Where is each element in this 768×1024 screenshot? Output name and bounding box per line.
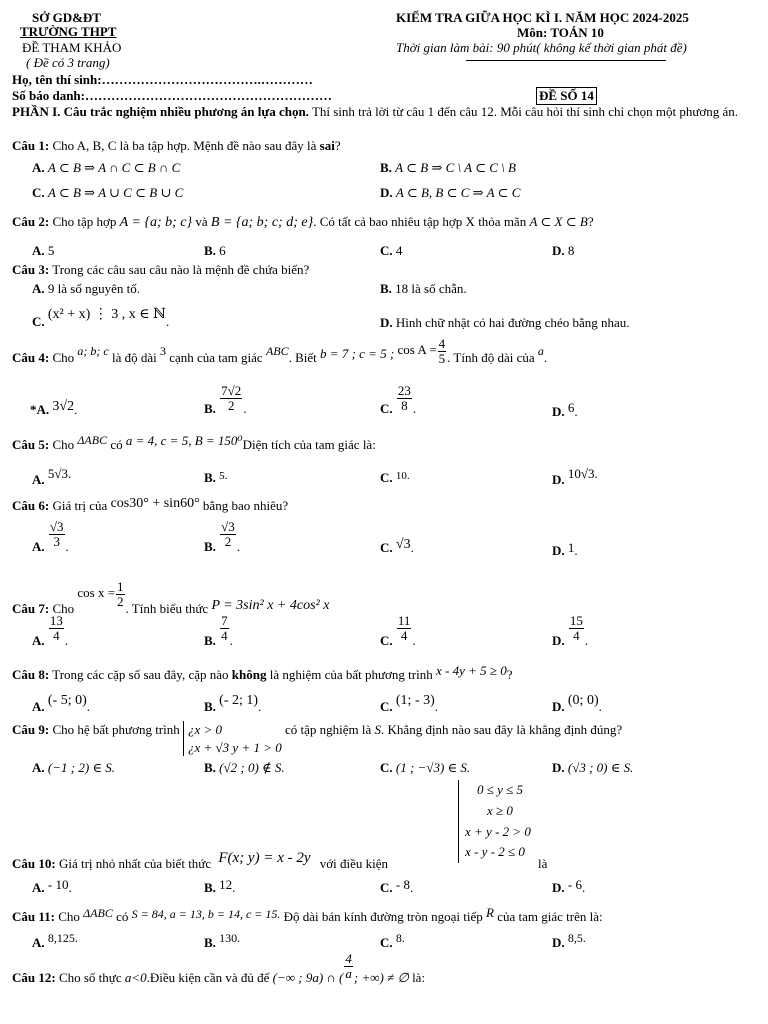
q10-c-text: - 8 xyxy=(395,877,410,892)
q8-option-c[interactable]: C. (1; - 3). xyxy=(380,693,439,714)
q1-a-text: A ⊂ B ⇒ A ∩ C ⊂ B ∩ C xyxy=(47,160,181,175)
q3-c-end: . xyxy=(165,314,170,329)
q8-d-text: (0; 0) xyxy=(567,693,599,708)
q1-c-text: A ⊂ B ⇒ A ∪ C ⊂ B ∪ C xyxy=(47,185,184,200)
q2-c-text: 4 xyxy=(395,243,403,258)
q5-option-d[interactable] xyxy=(552,466,598,487)
q10-text-1: Giá trị nhỏ nhất của biết thức xyxy=(58,856,212,871)
q1-option-d[interactable] xyxy=(380,185,520,201)
question-12 xyxy=(12,951,426,986)
q7-cos-lhs: cos x = xyxy=(77,585,116,601)
q9-d-text: (√3 ; 0) ∈ S. xyxy=(567,760,634,775)
q1-option-c[interactable] xyxy=(32,185,183,201)
q3-option-c[interactable] xyxy=(32,306,170,329)
q11-text-2: có xyxy=(116,909,129,924)
part1-heading xyxy=(12,104,764,119)
q6-d-text: 1 xyxy=(567,540,575,555)
q1-option-a[interactable] xyxy=(32,160,180,176)
q10-a-label: A. xyxy=(32,880,45,895)
q2-text-1: Cho tập hợp xyxy=(52,214,117,229)
q4-b-label: B. xyxy=(204,401,216,417)
q10-d-label: D. xyxy=(552,880,565,895)
q10-option-d[interactable]: D. - 6. xyxy=(552,877,586,895)
q6-a-fraction xyxy=(49,520,65,548)
q7-option-a[interactable]: A. $\frac{13}{4}$ . xyxy=(32,613,69,649)
q6-d-label: D. xyxy=(552,543,565,558)
q3-text: Trong các câu sau câu nào là mệnh đề chứa biến? xyxy=(52,262,310,277)
q10-cond-2: x ≥ 0 xyxy=(487,802,513,818)
q11-label: Câu 11: xyxy=(12,909,55,924)
q1-text: Cho A, B, C là ba tập hợp. Mệnh đề nào sau đây là xyxy=(52,138,317,153)
q8-emph: không xyxy=(231,667,267,682)
q8-d-label: D. xyxy=(552,699,565,714)
q11-c-text: 8. xyxy=(395,931,405,945)
q7-option-b[interactable]: B. $\frac{7}{4}$ . xyxy=(204,613,233,649)
q1-c-label: C. xyxy=(32,185,45,200)
q3-option-b[interactable] xyxy=(380,281,467,297)
q5-c-label: C. xyxy=(380,470,393,485)
q8-text-1: Trong các cặp số sau đây, cặp nào xyxy=(52,667,229,682)
q11-c-label: C. xyxy=(380,935,393,950)
q9-text-3: . Khẳng định nào sau đây là khẳng định đúng? xyxy=(381,721,623,737)
q4-text-2: là độ dài xyxy=(111,350,157,366)
q11-text-4: của tam giác trên là: xyxy=(497,909,603,924)
q7-option-c[interactable]: C. $\frac{11}{4}$ . xyxy=(380,613,416,649)
q10-cond-1: 0 ≤ y ≤ 5 xyxy=(477,782,524,797)
q11-radius: R xyxy=(486,905,494,920)
q11-d-text: 8,5. xyxy=(567,931,586,945)
q12-frac-num: 4 xyxy=(345,951,352,966)
q2-label: Câu 2: xyxy=(12,214,50,229)
q8-option-b[interactable]: B. (- 2; 1). xyxy=(204,693,262,714)
q5-text-3: Diện tích của tam giác là: xyxy=(242,437,376,452)
q4-b-fraction xyxy=(220,384,242,412)
q5-text-2: có xyxy=(110,437,123,452)
q10-a-text: - 10 xyxy=(47,877,69,892)
q11-triangle: ΔABC xyxy=(83,906,113,920)
q6-option-a[interactable]: A. $\frac{√3}{3}$ . xyxy=(32,519,69,555)
q9-c-text: (1 ; −√3) ∈ S. xyxy=(395,760,471,775)
question-6 xyxy=(12,498,288,515)
question-5 xyxy=(12,433,376,453)
q2-c-label: C. xyxy=(380,243,393,258)
q8-a-text: (- 5; 0) xyxy=(47,693,87,708)
q6-c-text: √3 xyxy=(395,537,411,552)
header-school: TRƯỜNG THPT xyxy=(20,24,117,39)
q2-d-text: 8 xyxy=(567,243,575,258)
q4-option-c[interactable]: C. $\frac{23}{8}$ . xyxy=(380,383,417,417)
q2-d-label: D. xyxy=(552,243,565,258)
q8-b-text: (- 2; 1) xyxy=(219,693,259,708)
q6-a-label: A. xyxy=(32,539,45,555)
q5-d-label: D. xyxy=(552,472,565,487)
q2-option-d[interactable] xyxy=(552,243,574,259)
q10-b-label: B. xyxy=(204,880,216,895)
q11-option-b[interactable] xyxy=(204,932,240,948)
q12-fraction xyxy=(344,952,353,980)
q4-c-fraction xyxy=(397,384,412,412)
q12-expr-pre: (−∞ ; 9a) ∩ ( xyxy=(272,970,344,986)
q4-text-5: . Tính độ dài của xyxy=(447,350,535,366)
header-department: SỞ GD&ĐT xyxy=(32,10,101,25)
q6-option-c[interactable]: C. √3. xyxy=(380,537,414,555)
question-9 xyxy=(12,721,622,756)
q4-b-den: 2 xyxy=(227,397,235,413)
q12-text-3: là: xyxy=(412,970,426,986)
q5-a-text: 5√3. xyxy=(47,466,72,481)
q3-option-d[interactable] xyxy=(380,315,630,331)
q7-c-label: C. xyxy=(380,633,393,649)
q9-sys-line-1: ¿x > 0 xyxy=(188,722,223,737)
q9-text-2: có tập nghiệm là xyxy=(285,721,372,737)
q9-option-a[interactable] xyxy=(32,760,115,776)
q2-option-c[interactable] xyxy=(380,243,402,259)
q9-set-s: S xyxy=(374,721,382,737)
q3-b-label: B. xyxy=(380,281,392,296)
q7-a-num: 13 xyxy=(49,613,63,628)
q7-cos-den: 2 xyxy=(117,593,124,609)
q6-option-b[interactable]: B. $\frac{√3}{2}$ . xyxy=(204,519,241,555)
q9-b-label: B. xyxy=(204,760,216,775)
q11-option-d[interactable] xyxy=(552,932,586,948)
q10-conditions xyxy=(458,780,531,863)
q3-d-text: Hình chữ nhật có hai đường chéo bằng nhau. xyxy=(395,315,630,330)
q4-d-label: D. xyxy=(552,404,565,419)
q11-text-1: Cho xyxy=(58,909,80,924)
q8-inequality: x - 4y + 5 ≥ 0 xyxy=(436,663,507,678)
q4-a-text: 3√2 xyxy=(52,399,75,414)
q8-c-text: (1; - 3) xyxy=(395,693,435,708)
q6-expr: cos30° + sin60° xyxy=(110,496,200,511)
q4-text-3: cạnh của tam giác xyxy=(169,350,263,366)
q3-a-label: A. xyxy=(32,281,45,296)
q10-expr: F(x; y) = x - 2y xyxy=(218,850,311,866)
exam-duration: Thời gian làm bài: 90 phút( không kể thời gian phát đề) xyxy=(396,40,687,55)
q6-a-num: √3 xyxy=(49,519,64,534)
q2-set-a: A = {a; b; c} xyxy=(119,215,193,230)
q2-b-text: 6 xyxy=(219,243,226,258)
q3-c-text: (x² + x) ⋮ 3 , x ∈ ℕ xyxy=(47,307,166,322)
q9-c-label: C. xyxy=(380,760,393,775)
q7-option-d[interactable]: D. $\frac{15}{4}$ . xyxy=(552,613,589,649)
q11-b-text: 130. xyxy=(219,931,241,945)
exam-code-box: ĐỀ SỐ 14 xyxy=(536,87,597,105)
q2-option-b[interactable] xyxy=(204,243,226,259)
q9-text-1: Cho hệ bất phương trình xyxy=(52,721,180,737)
q8-c-label: C. xyxy=(380,699,393,714)
q3-d-label: D. xyxy=(380,315,393,330)
question-1 xyxy=(12,138,341,154)
q5-d-text: 10√3. xyxy=(567,466,598,481)
q4-c-den: 8 xyxy=(401,397,408,413)
q8-text-2: là nghiệm của bất phương trình xyxy=(269,667,433,682)
q6-b-fraction xyxy=(220,520,236,548)
q5-triangle: ΔABC xyxy=(77,433,108,447)
q2-set-b: B = {a; b; c; d; e} xyxy=(210,215,314,230)
q9-option-c[interactable] xyxy=(380,760,470,776)
q4-cos-num: 4 xyxy=(438,336,446,351)
q6-c-label: C. xyxy=(380,540,393,555)
q5-given: a = 4, c = 5, B = 150⁰ xyxy=(125,433,243,448)
q4-triangle: ABC xyxy=(265,344,289,359)
header-reference: ĐỀ THAM KHẢO xyxy=(22,40,122,55)
q6-a-den: 3 xyxy=(53,533,60,549)
q2-a-label: A. xyxy=(32,243,45,258)
q8-option-a[interactable]: A. (- 5; 0). xyxy=(32,693,91,714)
q2-text-2: và xyxy=(195,214,208,229)
q3-option-a[interactable] xyxy=(32,281,140,297)
q9-a-text: (−1 ; 2) ∈ S. xyxy=(47,760,116,775)
q7-cos-fraction xyxy=(116,580,125,608)
q4-label: Câu 4: xyxy=(12,350,50,366)
q5-label: Câu 5: xyxy=(12,437,50,452)
q9-system xyxy=(183,721,282,756)
q1-b-label: B. xyxy=(380,160,392,175)
q1-d-text: A ⊂ B, B ⊂ C ⇒ A ⊂ C xyxy=(395,185,521,200)
q11-a-text: 8,125. xyxy=(47,931,78,945)
q4-cos-fraction xyxy=(438,337,447,365)
q9-b-text: (√2 ; 0) ∉ S. xyxy=(219,760,285,775)
q12-text-2: .Điều kiện cần và đủ để xyxy=(146,970,270,986)
q4-text-4: . Biết xyxy=(288,350,317,366)
q4-option-b[interactable]: B. $\frac{7√2}{2}$ . xyxy=(204,383,247,417)
q11-option-a[interactable] xyxy=(32,932,78,948)
q12-text-1: Cho số thực xyxy=(58,970,122,986)
q5-option-a[interactable] xyxy=(32,466,72,487)
q5-c-text: 10. xyxy=(395,470,410,482)
q8-a-label: A. xyxy=(32,699,45,714)
q7-b-den: 4 xyxy=(221,627,228,643)
q3-a-text: 9 là số nguyên tố. xyxy=(47,281,140,296)
q3-b-text: 18 là số chẵn. xyxy=(395,281,467,296)
q10-cond-4: x - y - 2 ≤ 0 xyxy=(465,844,525,860)
q1-d-label: D. xyxy=(380,185,393,200)
q9-a-label: A. xyxy=(32,760,45,775)
q2-text-3: . Có tất cả bao nhiêu tập hợp X thỏa mãn xyxy=(313,214,527,229)
q5-text-1: Cho xyxy=(52,437,75,452)
q4-option-d[interactable]: D. 6. xyxy=(552,400,578,419)
q3-label: Câu 3: xyxy=(12,262,50,277)
q4-text-6: . xyxy=(543,350,548,366)
q7-c-num: 11 xyxy=(397,613,411,628)
q7-label: Câu 7: xyxy=(12,601,50,617)
q4-cos-lhs: cos A = xyxy=(397,342,437,358)
q1-option-b[interactable] xyxy=(380,160,516,176)
part1-title: PHẦN I. Câu trắc nghiệm nhiều phương án lựa chọn. xyxy=(12,104,309,119)
q10-cond-3: x + y - 2 > 0 xyxy=(465,823,531,839)
q4-text-1: Cho xyxy=(52,350,75,366)
q9-option-d[interactable] xyxy=(552,760,633,776)
q6-option-d[interactable]: D. 1. xyxy=(552,540,578,558)
q6-b-label: B. xyxy=(204,539,216,555)
q7-d-den: 4 xyxy=(573,627,580,643)
q11-text-3: Độ dài bán kính đường tròn ngoại tiếp xyxy=(283,909,483,924)
q5-a-label: A. xyxy=(32,472,45,487)
q11-given: S = 84, a = 13, b = 14, c = 15. xyxy=(131,907,281,921)
exam-title: KIỂM TRA GIỮA HỌC KÌ I. NĂM HỌC 2024-2025 xyxy=(396,10,689,25)
q4-given: b = 7 ; c = 5 ; xyxy=(320,346,395,362)
q6-text-1: Giá trị của xyxy=(52,498,108,513)
q10-d-text: - 6 xyxy=(567,877,582,892)
q4-three: 3 xyxy=(159,344,166,359)
q7-cos-num: 1 xyxy=(117,579,124,594)
q4-vars: a; b; c xyxy=(77,344,109,359)
q10-c-label: C. xyxy=(380,880,393,895)
q2-b-label: B. xyxy=(204,243,216,258)
q5-option-c[interactable] xyxy=(380,470,410,486)
q5-option-b[interactable] xyxy=(204,470,227,486)
q11-option-c[interactable] xyxy=(380,932,405,948)
q6-b-num: √3 xyxy=(221,519,235,534)
q7-expr: P = 3sin² x + 4cos² x xyxy=(211,598,330,614)
q2-option-a[interactable] xyxy=(32,243,54,259)
q10-b-text: 12 xyxy=(219,877,233,892)
q10-option-c[interactable]: C. - 8. xyxy=(380,877,414,895)
q7-d-fraction xyxy=(569,614,584,642)
q1-label: Câu 1: xyxy=(12,138,50,153)
q6-b-den: 2 xyxy=(224,533,232,549)
q7-a-label: A. xyxy=(32,633,45,649)
exam-subject: Môn: TOÁN 10 xyxy=(517,25,604,40)
q6-text-2: bằng bao nhiêu? xyxy=(202,498,289,513)
q12-expr-post: ; +∞) ≠ ∅ xyxy=(353,970,409,986)
q8-option-d[interactable]: D. (0; 0). xyxy=(552,693,602,714)
q10-text-2: với điều kiện xyxy=(319,856,389,871)
q10-option-b[interactable]: B. 12. xyxy=(204,877,236,895)
q2-text-4: ? xyxy=(587,214,594,229)
q10-label: Câu 10: xyxy=(12,856,56,871)
q4-c-num: 23 xyxy=(397,383,411,398)
q7-d-label: D. xyxy=(552,633,565,649)
q5-b-text: 5. xyxy=(219,470,228,482)
q8-b-label: B. xyxy=(204,699,216,714)
q12-frac-den: a xyxy=(345,965,352,981)
question-8 xyxy=(12,663,513,683)
q2-a-text: 5 xyxy=(47,243,55,258)
q7-c-den: 4 xyxy=(400,627,408,643)
q1-emph: sai xyxy=(319,138,335,153)
candidate-name-line: Họ, tên thí sinh:……………………………….………… xyxy=(12,72,313,87)
q7-c-fraction xyxy=(397,614,412,642)
header-divider xyxy=(466,60,666,61)
q4-option-a[interactable]: *A. 3√2. xyxy=(30,399,78,417)
question-4 xyxy=(12,336,548,373)
candidate-id-line: Số báo danh:………………………………………………… xyxy=(12,88,332,103)
q9-label: Câu 9: xyxy=(12,721,50,737)
q3-c-label: C. xyxy=(32,314,45,329)
question-7 xyxy=(12,570,330,617)
q12-condition: a<0 xyxy=(124,970,147,986)
q4-d-text: 6 xyxy=(567,400,575,415)
q10-option-a[interactable]: A. - 10. xyxy=(32,877,72,895)
q1-b-text: A ⊂ B ⇒ C \ A ⊂ C \ B xyxy=(395,160,516,175)
q7-text-2: . Tính biểu thức xyxy=(125,601,209,617)
q9-sys-line-2: ¿x + √3 y + 1 > 0 xyxy=(188,739,282,755)
question-11 xyxy=(12,905,603,925)
q9-option-b[interactable] xyxy=(204,760,285,776)
q1-a-label: A. xyxy=(32,160,45,175)
q11-a-label: A. xyxy=(32,935,45,950)
q11-b-label: B. xyxy=(204,935,216,950)
q2-condition: A ⊂ X ⊂ B xyxy=(529,214,588,229)
question-10 xyxy=(12,850,389,873)
q7-a-den: 4 xyxy=(53,627,60,643)
q4-target: a xyxy=(537,344,544,359)
q7-b-num: 7 xyxy=(221,613,228,628)
q7-a-fraction xyxy=(49,614,64,642)
q7-text-1: Cho xyxy=(52,601,75,617)
question-3 xyxy=(12,262,309,278)
q6-label: Câu 6: xyxy=(12,498,50,513)
q1-end: ? xyxy=(334,138,341,153)
q7-b-label: B. xyxy=(204,633,216,649)
q5-b-label: B. xyxy=(204,470,216,485)
question-2 xyxy=(12,214,594,231)
header-pages: ( Đề có 3 trang) xyxy=(26,55,110,70)
q8-text-3: ? xyxy=(506,667,513,682)
q9-d-label: D. xyxy=(552,760,565,775)
q11-d-label: D. xyxy=(552,935,565,950)
q4-c-label: C. xyxy=(380,401,393,417)
q4-a-label: *A. xyxy=(30,402,50,417)
q12-label: Câu 12: xyxy=(12,970,56,986)
q4-cos-den: 5 xyxy=(438,350,446,366)
q7-d-num: 15 xyxy=(569,613,583,628)
q10-text-end: là xyxy=(538,856,548,871)
part1-instruction: Thí sinh trả lời từ câu 1 đến câu 12. Mỗi câu hỏi thí sinh chỉ chọn một phương án. xyxy=(311,104,739,119)
q8-label: Câu 8: xyxy=(12,667,50,682)
q7-b-fraction xyxy=(220,614,229,642)
q4-b-num: 7√2 xyxy=(221,383,242,398)
